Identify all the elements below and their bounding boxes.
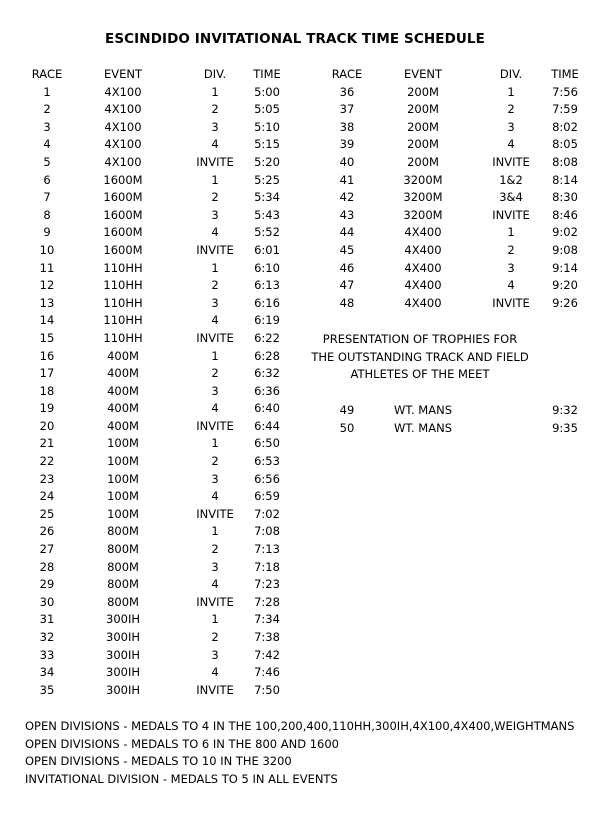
- division: INVITE: [196, 418, 234, 433]
- start-time: 7:34: [254, 612, 280, 627]
- schedule-table-extra: [323, 402, 583, 437]
- start-time: 7:23: [254, 577, 280, 592]
- division: 1: [211, 524, 219, 539]
- race-number: 29: [39, 577, 55, 592]
- race-number: 31: [39, 612, 55, 627]
- race-number: 20: [39, 418, 55, 433]
- race-number: 25: [39, 506, 55, 521]
- race-number: 17: [39, 366, 55, 381]
- race-row: [26, 488, 282, 506]
- division: 2: [211, 366, 219, 381]
- start-time: 5:05: [254, 102, 280, 117]
- race-row: [26, 101, 282, 119]
- start-time: 5:10: [254, 119, 280, 134]
- race-row: [323, 402, 583, 420]
- event-name: 800M: [107, 524, 139, 539]
- race-number: 37: [339, 102, 355, 117]
- start-time: 9:32: [552, 403, 578, 417]
- start-time: 9:14: [552, 260, 578, 275]
- race-number: 40: [339, 154, 355, 169]
- start-time: 7:59: [552, 102, 578, 117]
- race-number: 3: [43, 119, 51, 134]
- event-name: 100M: [107, 471, 139, 486]
- race-number: 4: [43, 137, 51, 152]
- race-row: [26, 330, 282, 348]
- race-row: [323, 295, 583, 313]
- event-name: 4X100: [104, 102, 142, 117]
- event-name: WT. MANS: [393, 403, 453, 417]
- start-time: 6:44: [254, 418, 280, 433]
- presentation-note: [310, 331, 530, 384]
- start-time: 6:56: [254, 471, 280, 486]
- event-name: 400M: [107, 418, 139, 433]
- event-name: 300IH: [106, 647, 140, 662]
- race-number: 6: [43, 172, 51, 187]
- start-time: 6:40: [254, 401, 280, 416]
- division: 2: [211, 630, 219, 644]
- start-time: 6:36: [254, 383, 280, 398]
- start-time: 9:26: [552, 295, 578, 310]
- race-row: [26, 611, 282, 629]
- division: 2: [211, 190, 219, 205]
- race-row: [323, 84, 583, 102]
- race-number: 16: [39, 348, 55, 363]
- event-name: 800M: [107, 577, 139, 592]
- division: INVITE: [492, 207, 530, 222]
- start-time: 8:46: [552, 207, 578, 222]
- race-row: [323, 242, 583, 260]
- event-name: 1600M: [103, 190, 143, 205]
- race-row: [26, 594, 282, 612]
- race-row: [26, 664, 282, 682]
- race-row: [26, 471, 282, 489]
- race-row: [26, 647, 282, 665]
- start-time: 5:25: [254, 172, 280, 187]
- division: 1: [211, 436, 219, 451]
- event-name: 110HH: [103, 278, 143, 293]
- race-row: [323, 172, 583, 190]
- race-number: 49: [339, 403, 355, 417]
- division: 3: [211, 559, 219, 574]
- event-header: EVENT: [403, 67, 443, 81]
- race-row: [323, 420, 583, 438]
- race-row: [323, 101, 583, 119]
- race-number: 9: [43, 225, 51, 240]
- race-number: 13: [39, 295, 55, 310]
- event-name: 4X100: [104, 84, 142, 99]
- race-number: 14: [39, 313, 55, 328]
- event-name: 800M: [107, 594, 139, 609]
- division: 4: [211, 137, 219, 152]
- division: INVITE: [196, 506, 234, 521]
- race-number: 36: [339, 84, 355, 99]
- race-row: [26, 453, 282, 471]
- start-time: 5:34: [254, 190, 280, 205]
- race-row: [26, 383, 282, 401]
- start-time: 7:02: [254, 506, 280, 521]
- event-name: 110HH: [103, 260, 143, 275]
- start-time: 5:15: [254, 137, 280, 152]
- race-row: [323, 189, 583, 207]
- division: 4: [211, 313, 219, 328]
- event-name: 100M: [107, 506, 139, 521]
- division: 3: [211, 207, 219, 222]
- race-number: 43: [339, 207, 355, 222]
- start-time: 6:22: [254, 330, 280, 345]
- time-header: TIME: [253, 67, 281, 81]
- presentation-line: PRESENTATION OF TROPHIES FOR: [322, 332, 518, 346]
- medal-note: OPEN DIVISIONS - MEDALS TO 6 IN THE 800 AND 1600: [25, 736, 339, 751]
- start-time: 6:53: [254, 454, 280, 469]
- race-row: [26, 154, 282, 172]
- start-time: 6:10: [254, 260, 280, 275]
- race-number: 41: [339, 172, 355, 187]
- race-number: 33: [39, 647, 55, 662]
- race-number: 23: [39, 471, 55, 486]
- event-name: 110HH: [103, 330, 143, 345]
- race-number: 22: [39, 454, 55, 469]
- race-row: [26, 136, 282, 154]
- race-number: 35: [39, 682, 55, 697]
- race-row: [323, 224, 583, 242]
- division: INVITE: [196, 154, 234, 169]
- race-row: [323, 277, 583, 295]
- division: [475, 402, 547, 420]
- division: [475, 420, 547, 438]
- division: 1: [211, 84, 219, 99]
- race-number: 8: [43, 207, 51, 222]
- race-number: 50: [339, 420, 355, 435]
- race-row: [323, 207, 583, 225]
- division: 3: [211, 383, 219, 398]
- start-time: 6:01: [254, 242, 280, 257]
- race-number: 10: [39, 242, 55, 257]
- event-name: 200M: [407, 84, 439, 99]
- start-time: 7:50: [254, 682, 280, 697]
- event-name: 1600M: [103, 207, 143, 222]
- race-number: 34: [39, 665, 55, 680]
- event-name: 400M: [107, 383, 139, 398]
- race-number: 47: [339, 278, 355, 293]
- start-time: 7:56: [552, 84, 578, 99]
- start-time: 6:32: [254, 366, 280, 381]
- start-time: 8:30: [552, 190, 578, 205]
- presentation-line: THE OUTSTANDING TRACK AND FIELD: [311, 349, 529, 364]
- race-number: 18: [39, 383, 55, 398]
- race-row: [26, 189, 282, 207]
- race-number: 44: [339, 225, 355, 240]
- medal-note: OPEN DIVISIONS - MEDALS TO 4 IN THE 100,200,400,110HH,300IH,4X100,4X400,WEIGHTMANS: [25, 719, 575, 733]
- start-time: 6:16: [254, 295, 280, 310]
- start-time: 5:52: [254, 225, 280, 240]
- start-time: 7:08: [254, 524, 280, 539]
- event-name: 300IH: [106, 630, 140, 644]
- start-time: 7:38: [254, 630, 280, 644]
- division: 4: [507, 278, 515, 293]
- race-number: 2: [43, 102, 51, 117]
- start-time: 8:08: [552, 154, 578, 169]
- division: 3: [211, 471, 219, 486]
- division: 2: [211, 454, 219, 469]
- division: 4: [211, 577, 219, 592]
- race-row: [26, 207, 282, 225]
- race-number: 5: [43, 154, 51, 169]
- start-time: 7:18: [254, 559, 280, 574]
- race-number: 42: [339, 190, 355, 205]
- race-row: [26, 629, 282, 647]
- start-time: 8:02: [552, 119, 578, 134]
- division: 3: [211, 295, 219, 310]
- division: INVITE: [196, 242, 234, 257]
- medal-notes: [25, 718, 574, 788]
- race-number: 28: [39, 559, 55, 574]
- start-time: 5:00: [254, 84, 280, 99]
- event-name: WT. MANS: [393, 420, 453, 435]
- event-name: 400M: [107, 348, 139, 363]
- division: 2: [211, 278, 219, 293]
- race-number: 46: [339, 260, 355, 275]
- division: INVITE: [492, 295, 530, 310]
- race-number: 27: [39, 542, 55, 557]
- race-number: 48: [339, 295, 355, 310]
- event-name: 4X100: [104, 137, 142, 152]
- division: 3: [507, 119, 515, 134]
- event-name: 110HH: [103, 295, 143, 310]
- race-row: [26, 523, 282, 541]
- race-number: 11: [39, 260, 55, 275]
- schedule-table-left: [26, 66, 282, 699]
- start-time: 6:13: [254, 278, 280, 293]
- division: 2: [507, 102, 515, 117]
- event-name: 3200M: [403, 190, 443, 205]
- presentation-line: ATHLETES OF THE MEET: [350, 367, 490, 382]
- race-row: [26, 260, 282, 278]
- start-time: 8:14: [552, 172, 578, 187]
- event-name: 110HH: [103, 313, 143, 328]
- start-time: 7:28: [254, 594, 280, 609]
- event-name: 100M: [107, 436, 139, 451]
- race-row: [26, 224, 282, 242]
- race-row: [26, 242, 282, 260]
- event-name: 200M: [407, 119, 439, 134]
- event-name: 400M: [107, 401, 139, 416]
- start-time: 7:42: [254, 647, 280, 662]
- start-time: 9:02: [552, 225, 578, 240]
- division: 1: [211, 348, 219, 363]
- medal-note: INVITATIONAL DIVISION - MEDALS TO 5 IN ALL EVENTS: [25, 771, 338, 786]
- event-name: 4X400: [404, 278, 442, 293]
- division: 4: [211, 665, 219, 680]
- medal-note: OPEN DIVISIONS - MEDALS TO 10 IN THE 3200: [25, 754, 292, 769]
- start-time: 9:08: [552, 242, 578, 257]
- start-time: 7:46: [254, 665, 280, 680]
- time-header: TIME: [551, 67, 579, 81]
- event-name: 1600M: [103, 242, 143, 257]
- division: 2: [507, 242, 515, 257]
- race-row: [26, 435, 282, 453]
- race-row: [323, 119, 583, 137]
- event-name: 300IH: [106, 612, 140, 627]
- division: 1: [507, 225, 515, 240]
- event-name: 1600M: [103, 225, 143, 240]
- race-header: RACE: [331, 67, 363, 81]
- race-header: RACE: [31, 67, 63, 81]
- event-name: 4X100: [104, 119, 142, 134]
- division: 2: [211, 102, 219, 117]
- race-number: 32: [39, 630, 55, 644]
- event-name: 100M: [107, 454, 139, 469]
- event-name: 1600M: [103, 172, 143, 187]
- race-row: [26, 84, 282, 102]
- event-name: 4X400: [404, 295, 442, 310]
- start-time: 9:35: [552, 420, 578, 435]
- race-row: [26, 400, 282, 418]
- race-row: [26, 682, 282, 700]
- division: 4: [211, 225, 219, 240]
- event-name: 200M: [407, 137, 439, 152]
- division-header: DIV.: [203, 67, 227, 81]
- start-time: 6:59: [254, 489, 280, 504]
- race-row: [26, 277, 282, 295]
- page-title: ESCINDIDO INVITATIONAL TRACK TIME SCHEDULE: [105, 31, 485, 47]
- race-row: [26, 365, 282, 383]
- race-row: [26, 119, 282, 137]
- division: 1: [211, 172, 219, 187]
- race-row: [26, 418, 282, 436]
- event-name: 400M: [107, 366, 139, 381]
- division-header: DIV.: [499, 67, 523, 81]
- start-time: 6:50: [254, 436, 280, 451]
- race-number: 1: [43, 84, 51, 99]
- division: 1: [211, 612, 219, 627]
- start-time: 7:13: [254, 542, 280, 557]
- race-row: [26, 576, 282, 594]
- event-name: 200M: [407, 102, 439, 117]
- division: 2: [211, 542, 219, 557]
- race-number: 7: [43, 190, 51, 205]
- header-row: [323, 66, 583, 84]
- division: 3: [507, 260, 515, 275]
- start-time: 5:43: [254, 207, 280, 222]
- division: 4: [507, 137, 515, 152]
- event-name: 4X400: [404, 225, 442, 240]
- event-name: 3200M: [403, 207, 443, 222]
- event-name: 100M: [107, 489, 139, 504]
- race-row: [26, 295, 282, 313]
- event-name: 4X100: [104, 154, 142, 169]
- event-name: 4X400: [404, 242, 442, 257]
- division: 1: [211, 260, 219, 275]
- race-number: 24: [39, 489, 55, 504]
- race-row: [26, 506, 282, 524]
- race-row: [323, 260, 583, 278]
- schedule-table-right: [323, 66, 583, 312]
- race-number: 12: [39, 278, 55, 293]
- start-time: 9:20: [552, 278, 578, 293]
- race-row: [26, 312, 282, 330]
- event-name: 800M: [107, 559, 139, 574]
- race-row: [323, 136, 583, 154]
- division: 1&2: [499, 172, 523, 187]
- start-time: 6:19: [254, 313, 280, 328]
- division: INVITE: [492, 154, 530, 169]
- start-time: 6:28: [254, 348, 280, 363]
- race-number: 45: [339, 242, 355, 257]
- division: 1: [507, 84, 515, 99]
- race-row: [323, 154, 583, 172]
- division: INVITE: [196, 594, 234, 609]
- start-time: 8:05: [552, 137, 578, 152]
- race-row: [26, 541, 282, 559]
- division: INVITE: [196, 682, 234, 697]
- division: 4: [211, 489, 219, 504]
- event-header: EVENT: [103, 67, 143, 81]
- division: 3&4: [499, 190, 523, 205]
- race-row: [26, 348, 282, 366]
- division: 3: [211, 119, 219, 134]
- event-name: 300IH: [106, 682, 140, 697]
- race-number: 19: [39, 401, 55, 416]
- division: INVITE: [196, 330, 234, 345]
- event-name: 3200M: [403, 172, 443, 187]
- start-time: 5:20: [254, 154, 280, 169]
- race-number: 15: [39, 330, 55, 345]
- race-row: [26, 559, 282, 577]
- division: 3: [211, 647, 219, 662]
- race-number: 26: [39, 524, 55, 539]
- race-number: 38: [339, 119, 355, 134]
- race-number: 21: [39, 436, 55, 451]
- event-name: 200M: [407, 154, 439, 169]
- division: 4: [211, 401, 219, 416]
- event-name: 300IH: [106, 665, 140, 680]
- header-row: [26, 66, 282, 84]
- race-row: [26, 172, 282, 190]
- race-number: 30: [39, 594, 55, 609]
- event-name: 4X400: [404, 260, 442, 275]
- race-number: 39: [339, 137, 355, 152]
- event-name: 800M: [107, 542, 139, 557]
